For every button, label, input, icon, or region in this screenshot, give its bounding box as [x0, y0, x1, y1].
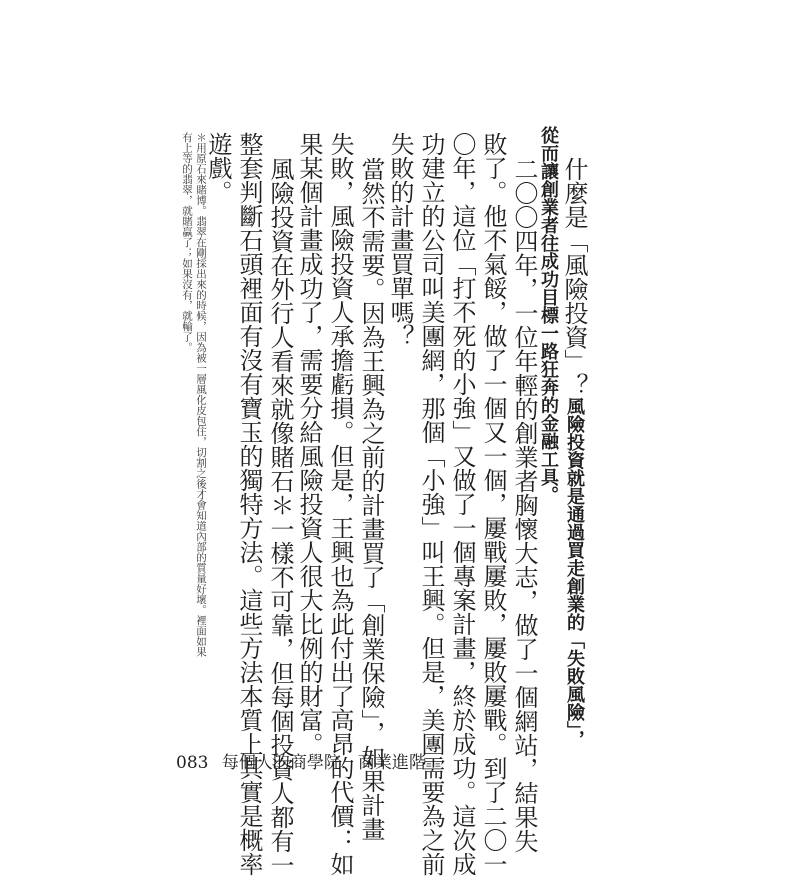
line-10-text: 果某個計畫成功了，需要分給風險投資人很大比例的財富。: [295, 132, 323, 756]
paragraph-line-2: [539, 126, 557, 504]
footnote-text-2: 有上等的翡翠，就賭贏了；如果沒有，就輸了。: [181, 132, 193, 353]
paragraph-line-13: [206, 132, 230, 204]
paragraph-line-1: [562, 157, 586, 748]
footnote-line-2: [181, 132, 192, 353]
line-5-text: 〇年，這位「打不死的小強」又做了一個專案計畫，終於成功。這次成: [448, 132, 476, 876]
line-13-text: 遊戲。: [204, 132, 232, 204]
footnote-line-1: [195, 132, 206, 657]
line-6-text: 功建立的公司叫美團網，那個「小強」叫王興。但是，美團需要為之前: [417, 132, 445, 876]
line-4-text: 敗了。他不氣餒，做了一個又一個，屢戰屢敗，屢敗屢戰。到了二〇一: [479, 132, 507, 876]
paragraph-line-4: [481, 132, 505, 876]
footnote-text-1: ＊用原石來賭博。翡翠在剛採出來的時候，因為被一層風化皮包住，切割之後才會知道內部的質量好壞。裡面如果: [195, 132, 207, 657]
book-title: 每個人的商學院．商業進階: [221, 753, 426, 773]
paragraph-line-3: [512, 157, 536, 853]
line-7-text: 失敗的計畫買單嗎？: [386, 132, 414, 348]
page-footer: [176, 753, 426, 773]
line-8-text: 當然不需要。因為王興為之前的計畫買了「創業保險」，如果計畫: [357, 157, 385, 841]
paragraph-line-7: [388, 132, 412, 348]
line-2-text: 從而讓創業者往成功目標一路狂奔的金融工具。: [538, 126, 559, 504]
line-12-text: 整套判斷石頭裡面有沒有寶玉的獨特方法。這些方法本質上其實是概率: [235, 132, 263, 876]
page-number: 083: [176, 753, 209, 773]
line-1-question: 什麼是「風險投資」？: [560, 157, 588, 397]
line-1-answer: 風險投資就是通過買走創業的「失敗風險」，: [564, 397, 585, 748]
paragraph-line-5: [450, 132, 474, 876]
line-11-text: 風險投資在外行人看來就像賭石＊一樣不可靠，但每個投資人都有一: [266, 157, 294, 877]
line-3-text: 二〇〇四年，一位年輕的創業者胸懷大志，做了一個網站，結果失: [510, 157, 538, 853]
line-9-text: 失敗，風險投資人承擔虧損。但是，王興也為此付出了高昂的代價：如: [326, 132, 354, 876]
paragraph-line-8: [359, 157, 383, 841]
paragraph-line-10: [297, 132, 321, 756]
